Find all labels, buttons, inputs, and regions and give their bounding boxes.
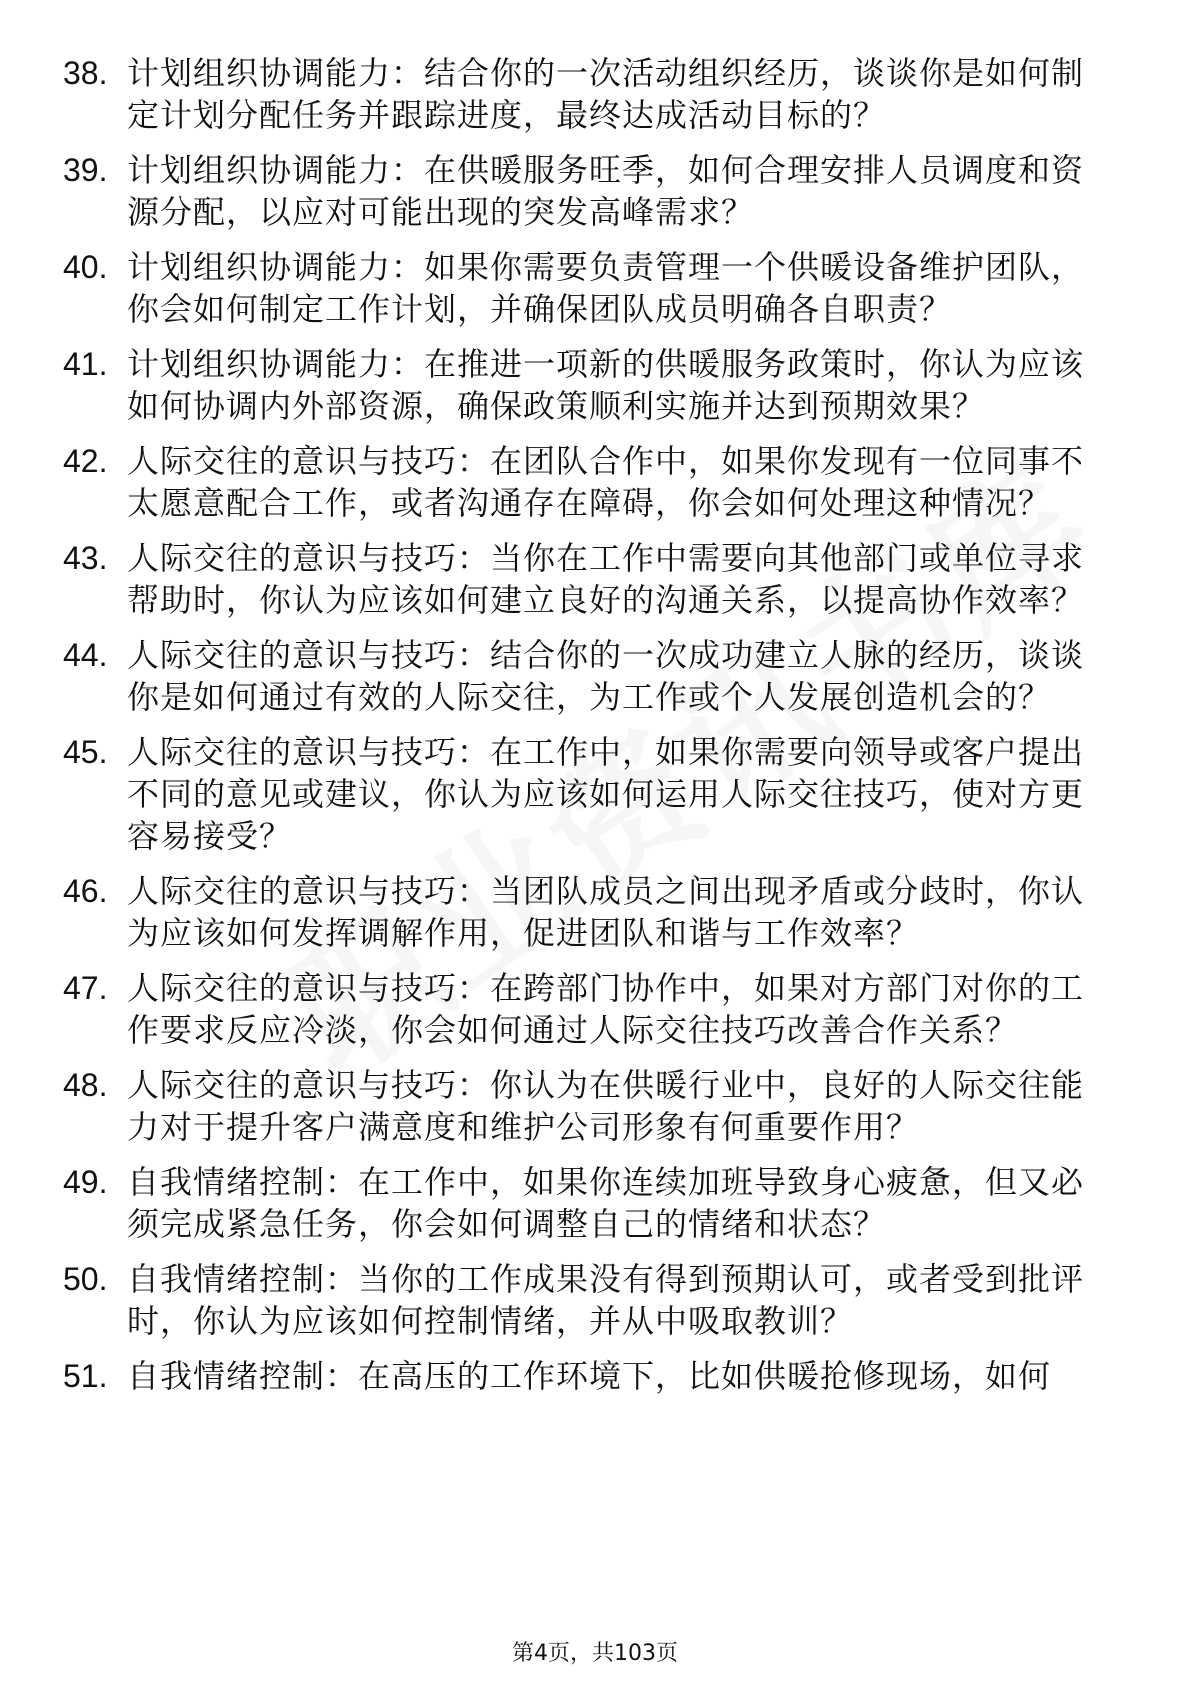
list-item: [0, 440, 1190, 524]
question-text: 人际交往的意识与技巧：结合你的一次成功建立人脉的经历，谈谈你是如何通过有效的人际交往，为工作或个人发展创造机会的？: [127, 636, 1085, 716]
list-item: [0, 870, 1190, 954]
question-text: 人际交往的意识与技巧：在工作中，如果你需要向领导或客户提出不同的意见或建议，你认为应该如何运用人际交往技巧，使对方更容易接受？: [127, 733, 1085, 855]
question-number: 38.: [63, 55, 108, 91]
question-text: 计划组织协调能力：如果你需要负责管理一个供暖设备维护团队，你会如何制定工作计划，并确保团队成员明确各自职责？: [127, 248, 1085, 328]
question-number: 48.: [63, 1067, 108, 1103]
question-text: 人际交往的意识与技巧：你认为在供暖行业中，良好的人际交往能力对于提升客户满意度和维护公司形象有何重要作用？: [127, 1066, 1085, 1146]
question-number: 49.: [63, 1164, 108, 1200]
question-number: 44.: [63, 637, 108, 673]
list-item: [0, 537, 1190, 621]
question-text: 人际交往的意识与技巧：当团队成员之间出现矛盾或分歧时，你认为应该如何发挥调解作用，促进团队和谐与工作效率？: [127, 872, 1085, 952]
question-number: 45.: [63, 734, 108, 770]
question-text: 计划组织协调能力：结合你的一次活动组织经历，谈谈你是如何制定计划分配任务并跟踪进度，最终达成活动目标的？: [127, 54, 1085, 134]
question-text: 人际交往的意识与技巧：当你在工作中需要向其他部门或单位寻求帮助时，你认为应该如何建立良好的沟通关系，以提高协作效率？: [127, 539, 1085, 619]
list-item: [0, 343, 1190, 427]
list-item: [0, 731, 1190, 857]
question-number: 47.: [63, 970, 108, 1006]
list-item: [0, 634, 1190, 718]
question-number: 39.: [63, 152, 108, 188]
page-number-footer: 第4页，共103页: [512, 1641, 678, 1666]
question-text: 自我情绪控制：当你的工作成果没有得到预期认可，或者受到批评时，你认为应该如何控制情绪，并从中吸取教训？: [127, 1260, 1085, 1340]
question-number: 41.: [63, 346, 108, 382]
list-item: [0, 1161, 1190, 1245]
question-text: 人际交往的意识与技巧：在跨部门协作中，如果对方部门对你的工作要求反应冷淡，你会如何通过人际交往技巧改善合作关系？: [127, 969, 1085, 1049]
question-list: [0, 52, 1190, 1410]
question-number: 43.: [63, 540, 108, 576]
question-text: 计划组织协调能力：在推进一项新的供暖服务政策时，你认为应该如何协调内外部资源，确保政策顺利实施并达到预期效果？: [127, 345, 1085, 425]
question-text: 计划组织协调能力：在供暖服务旺季，如何合理安排人员调度和资源分配，以应对可能出现的突发高峰需求？: [127, 151, 1085, 231]
list-item: [0, 967, 1190, 1051]
question-number: 40.: [63, 249, 108, 285]
question-text: 人际交往的意识与技巧：在团队合作中，如果你发现有一位同事不太愿意配合工作，或者沟通存在障碍，你会如何处理这种情况？: [127, 442, 1085, 522]
question-number: 42.: [63, 443, 108, 479]
question-text: 自我情绪控制：在工作中，如果你连续加班导致身心疲惫，但又必须完成紧急任务，你会如何调整自己的情绪和状态？: [127, 1163, 1085, 1243]
list-item: [0, 149, 1190, 233]
list-item: [0, 1064, 1190, 1148]
question-number: 50.: [63, 1261, 108, 1297]
list-item: [0, 1258, 1190, 1342]
question-text: 自我情绪控制：在高压的工作环境下，比如供暖抢修现场，如何: [127, 1357, 1052, 1395]
question-number: 46.: [63, 873, 108, 909]
list-item: [0, 52, 1190, 136]
question-number: 51.: [63, 1358, 108, 1394]
list-item: [0, 1355, 1190, 1397]
list-item: [0, 246, 1190, 330]
